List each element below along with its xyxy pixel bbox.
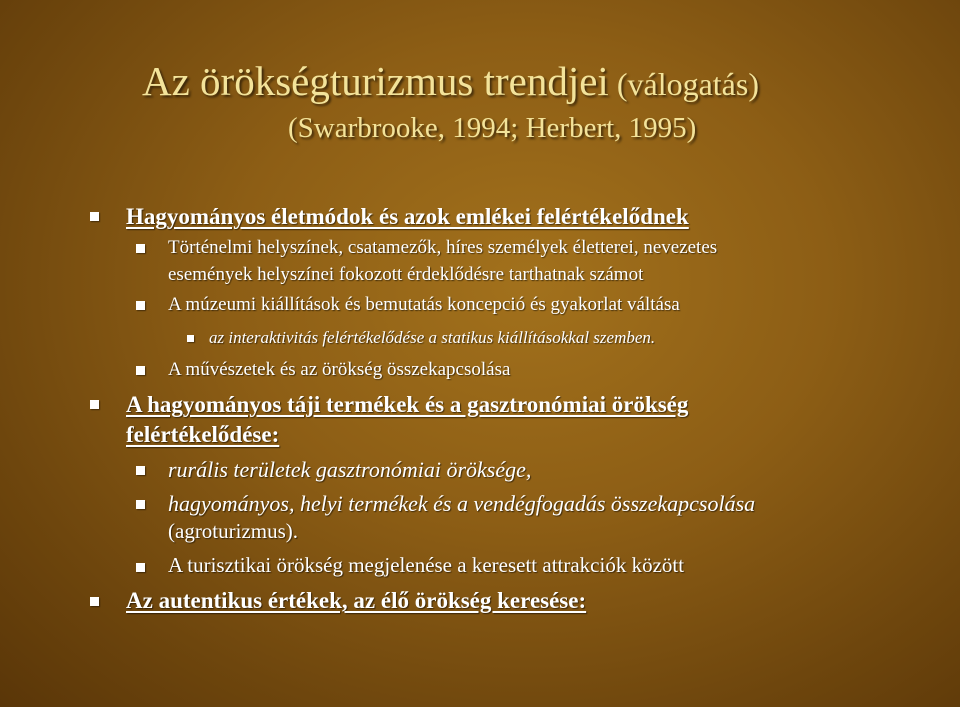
bullet-tourism-heritage: A turisztikai örökség megjelenése a keresett attrakciók között	[168, 553, 685, 577]
bullet-square-icon	[136, 366, 145, 375]
slide-title-main: Az örökségturizmus trendjei	[142, 58, 609, 104]
bullet-square-icon	[187, 335, 194, 342]
bullet-interactivity: az interaktivitás felértékelődése a statikus kiállításokkal szemben.	[209, 328, 656, 347]
bullet-square-icon	[90, 400, 99, 409]
bullet-authentic-values: Az autentikus értékek, az élő örökség keresése:	[126, 588, 587, 613]
bullet-square-icon	[136, 244, 145, 253]
bullet-square-icon	[136, 301, 145, 310]
bullet-gastronomy-line1: A hagyományos táji termékek és a gasztronómiai örökség	[126, 392, 689, 417]
bullet-square-icon	[136, 466, 145, 475]
slide-subtitle: (Swarbrooke, 1994; Herbert, 1995)	[288, 112, 697, 144]
bullet-museum-exhibitions: A múzeumi kiállítások és bemutatás koncepció és gyakorlat váltása	[168, 294, 680, 315]
bullet-historic-sites-line2: események helyszínei fokozott érdeklődésre tarthatnak számot	[168, 264, 644, 285]
bullet-square-icon	[136, 563, 145, 572]
bullet-arts-heritage: A művészetek és az örökség összekapcsolása	[168, 359, 511, 380]
bullet-historic-sites-line1: Történelmi helyszínek, csatamezők, híres személyek életterei, nevezetes	[168, 237, 718, 258]
bullet-local-products-line1: hagyományos, helyi termékek és a vendégfogadás összekapcsolása	[168, 491, 756, 516]
bullet-square-icon	[90, 212, 99, 221]
slide-title	[142, 58, 942, 104]
bullet-rural-gastronomy: rurális területek gasztronómiai öröksége,	[168, 457, 532, 482]
bullet-local-products-line2: (agroturizmus).	[168, 519, 299, 543]
bullet-gastronomy-line2: felértékelődése:	[126, 422, 280, 447]
bullet-heritage-lifestyles: Hagyományos életmódok és azok emlékei felértékelődnek	[126, 204, 689, 229]
bullet-square-icon	[90, 597, 99, 606]
bullet-square-icon	[136, 500, 145, 509]
slide-title-paren: (válogatás)	[616, 66, 759, 102]
